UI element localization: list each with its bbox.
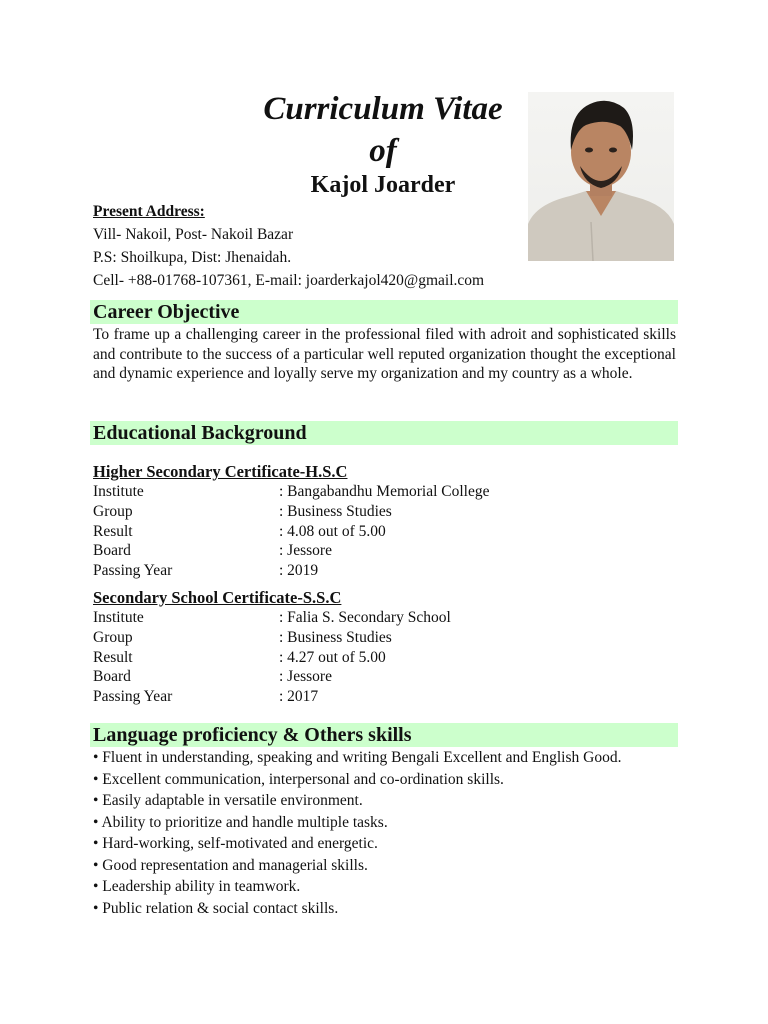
address-heading: Present Address:: [93, 203, 205, 220]
detail-row: [93, 648, 451, 668]
detail-label: Institute: [93, 609, 144, 626]
skill-item: • Ability to prioritize and handle multiple tasks.: [93, 813, 388, 831]
detail-label: Institute: [93, 483, 144, 500]
detail-row: [93, 561, 490, 581]
detail-value: : Falia S. Secondary School: [279, 609, 451, 626]
detail-label: Board: [93, 668, 131, 686]
candidate-name: Kajol Joarder: [310, 172, 456, 198]
skill-item: • Excellent communication, interpersonal and co-ordination skills.: [93, 770, 504, 788]
detail-row: [93, 482, 490, 502]
skill-item: • Good representation and managerial skills.: [93, 856, 368, 874]
detail-row: [93, 522, 490, 542]
skill-item: • Hard-working, self-motivated and energetic.: [93, 835, 378, 852]
present-address: [93, 200, 484, 292]
hsc-details: [93, 482, 490, 581]
detail-row: [93, 628, 451, 648]
skill-item: • Public relation & social contact skills.: [93, 899, 339, 917]
detail-label: Board: [93, 542, 131, 560]
address-line: P.S: Shoilkupa, Dist: Jhenaidah.: [93, 249, 292, 266]
detail-label: Group: [93, 502, 133, 520]
detail-value: : Business Studies: [279, 628, 392, 646]
detail-value: : Business Studies: [279, 502, 392, 520]
person-portrait-icon: [528, 92, 674, 261]
ssc-details: [93, 608, 451, 707]
detail-label: Result: [93, 648, 133, 666]
detail-value: : 2017: [279, 688, 319, 706]
detail-value: : 4.27 out of 5.00: [279, 648, 386, 666]
contact-line: Cell- +88-01768-107361, E-mail: joarderkajol420@gmail.com: [93, 272, 485, 289]
skill-item: • Fluent in understanding, speaking and writing Bengali Excellent and English Good.: [93, 749, 622, 766]
detail-value: : 2019: [279, 562, 319, 580]
cv-title-of: of: [369, 133, 397, 169]
detail-value: : Bangabandhu Memorial College: [279, 483, 490, 500]
detail-label: Passing Year: [93, 562, 173, 580]
ssc-title: Secondary School Certificate-S.S.C: [93, 588, 342, 607]
education-heading: Educational Background: [90, 421, 678, 445]
detail-label: Passing Year: [93, 688, 173, 706]
detail-value: : 4.08 out of 5.00: [279, 522, 386, 540]
detail-row: [93, 502, 490, 522]
hsc-title: Higher Secondary Certificate-H.S.C: [93, 462, 348, 481]
skills-heading: Language proficiency & Others skills: [90, 723, 678, 747]
detail-label: Result: [93, 522, 133, 540]
skills-list: [93, 747, 683, 919]
detail-value: : Jessore: [279, 542, 332, 560]
cv-title: Curriculum Vitae: [263, 91, 503, 127]
detail-row: [93, 667, 451, 687]
detail-row: [93, 541, 490, 561]
detail-row: [93, 608, 451, 628]
skill-item: • Leadership ability in teamwork.: [93, 878, 301, 895]
detail-value: : Jessore: [279, 668, 332, 686]
address-line: Vill- Nakoil, Post- Nakoil Bazar: [93, 226, 294, 243]
career-objective-text: To frame up a challenging career in the professional filed with adroit and sophisticated skills and contribute to the success of a particular well reputed organization thought the exceptional and dynamic experience and loyally serve my organization and my country as a whole.: [93, 326, 676, 383]
career-objective-heading: Career Objective: [90, 300, 678, 324]
profile-photo: [528, 92, 674, 261]
detail-row: [93, 687, 451, 707]
skill-item: • Easily adaptable in versatile environment.: [93, 792, 363, 809]
detail-label: Group: [93, 628, 133, 646]
